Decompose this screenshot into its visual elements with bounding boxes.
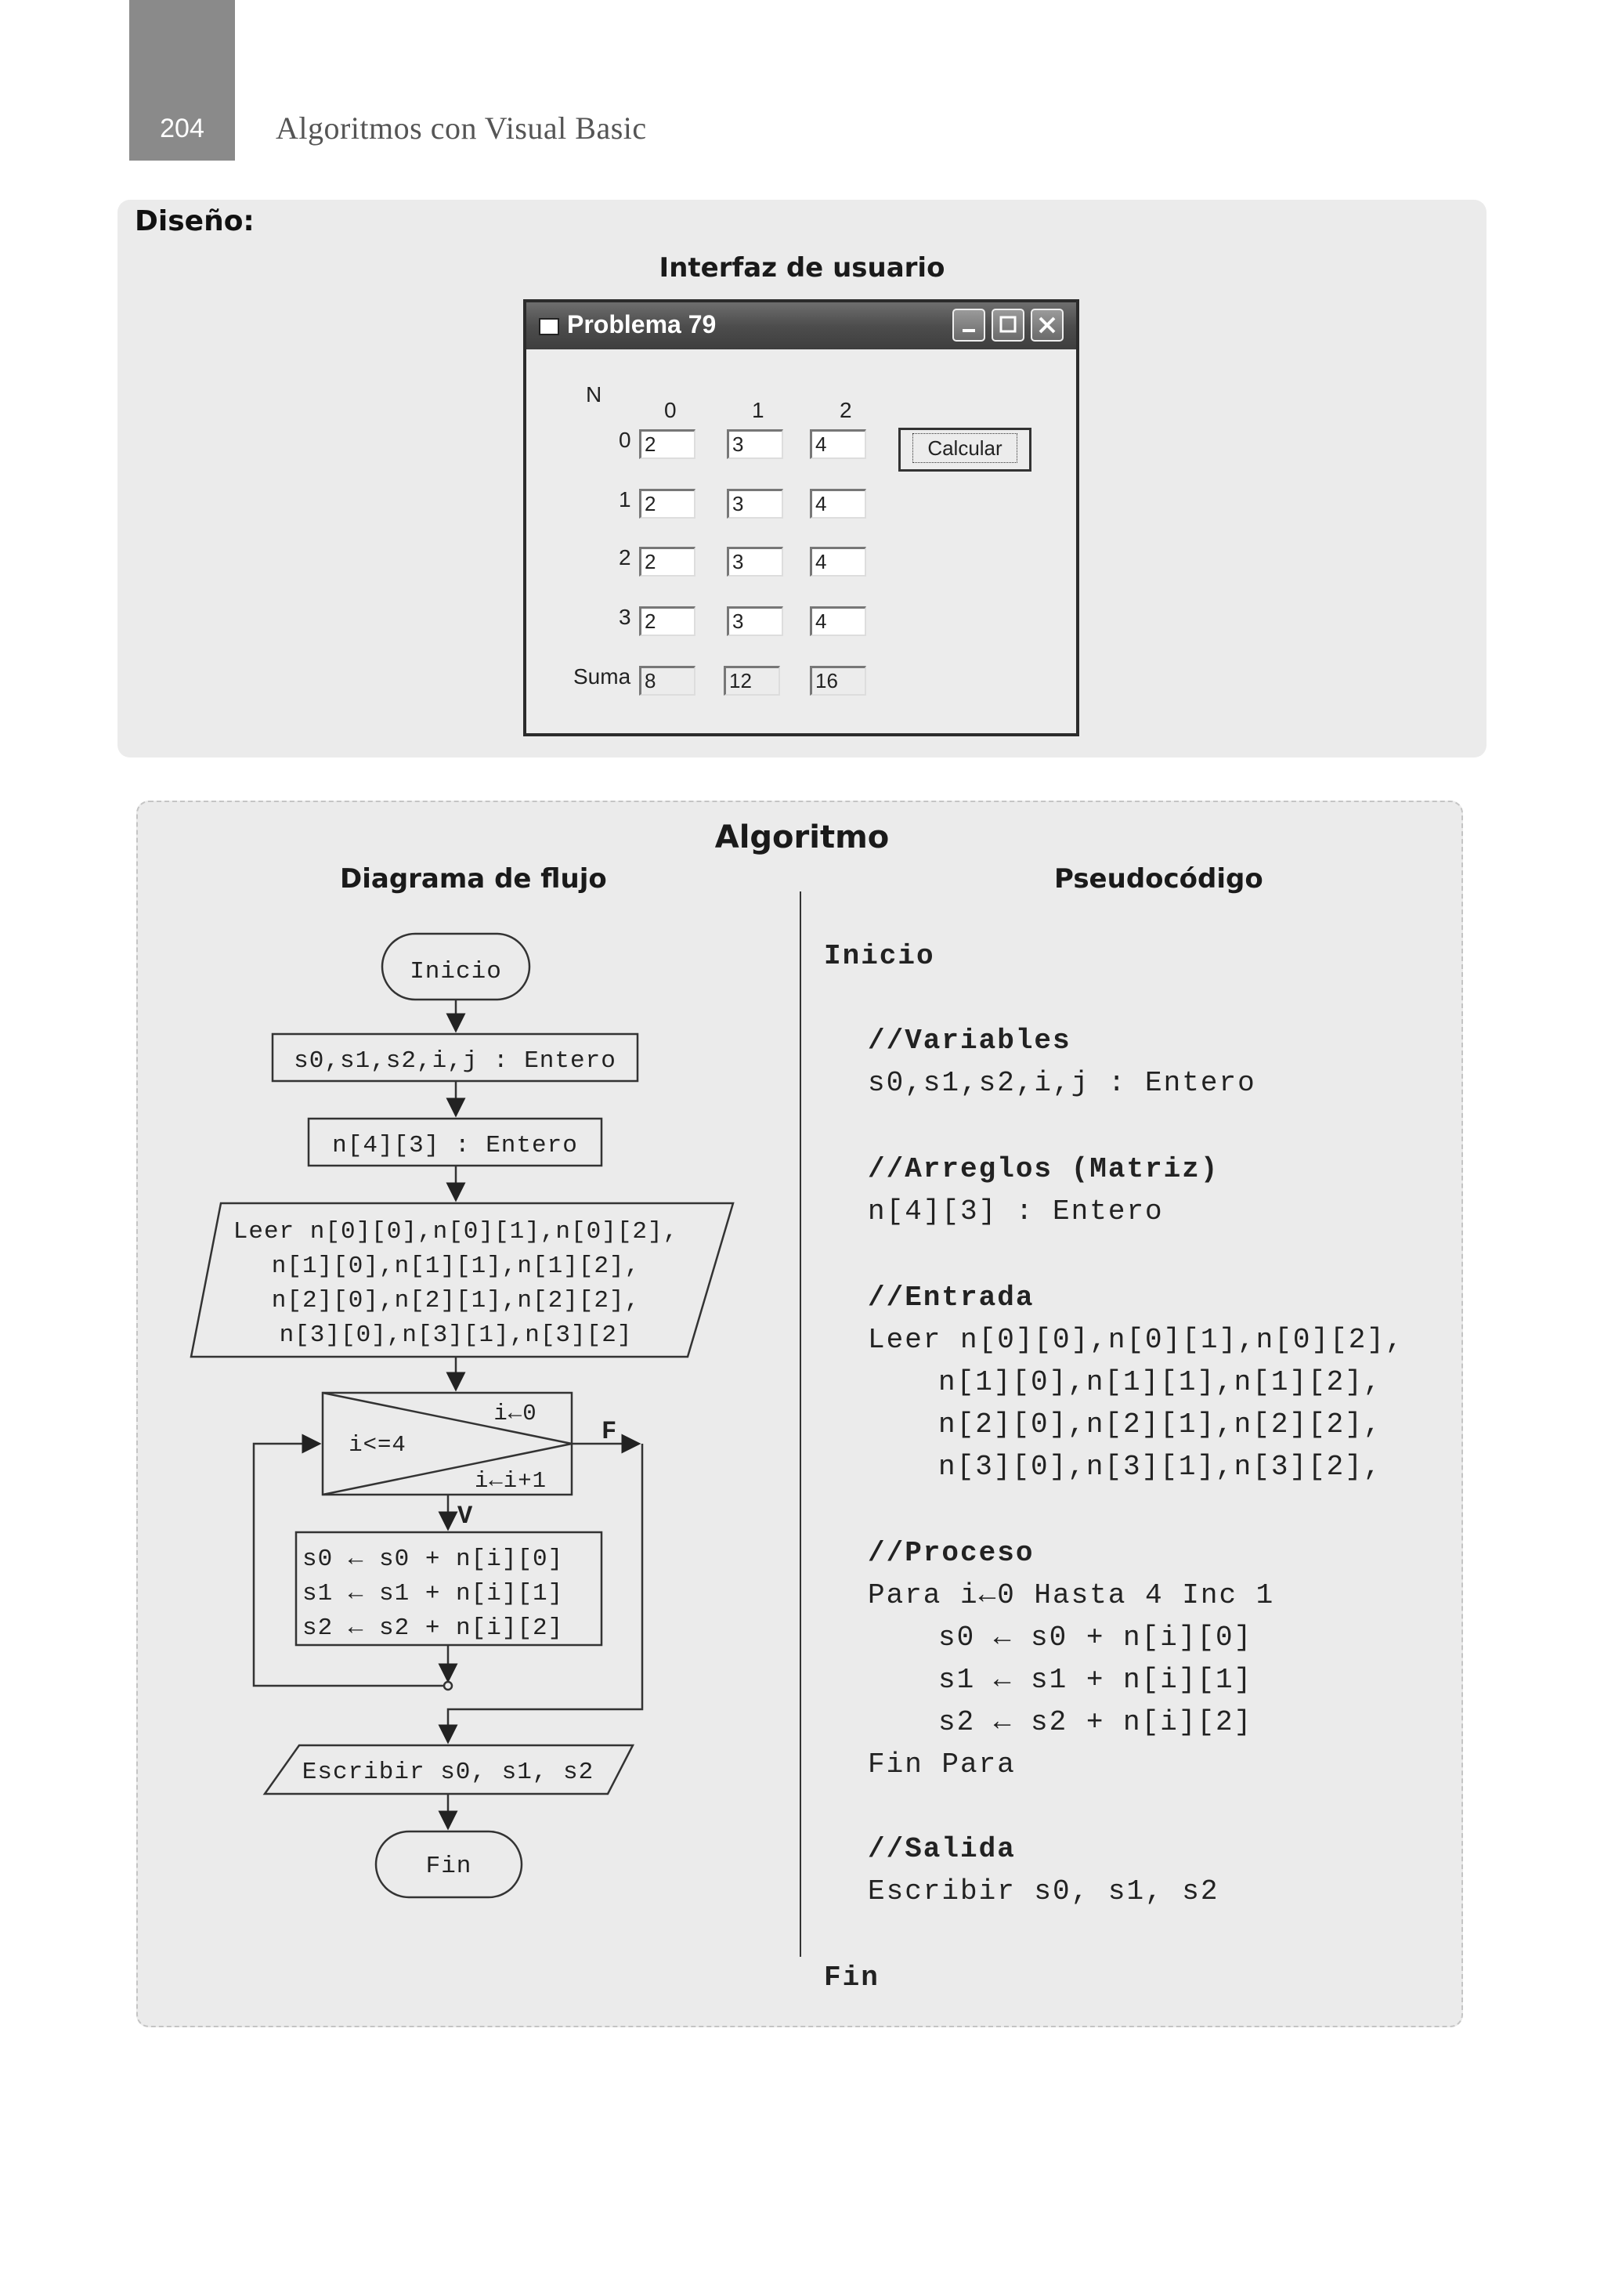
sum-cell-0: 8	[639, 666, 695, 696]
maximize-icon[interactable]	[992, 309, 1024, 342]
pseudo-input-line-1: Leer n[0][0],n[0][1],n[0][2],	[868, 1324, 1404, 1356]
row-label-0: 0	[619, 428, 631, 452]
flow-read-line-4: n[3][0],n[3][1],n[3][2]	[279, 1322, 633, 1349]
flow-decl-array-text: n[4][3] : Entero	[332, 1132, 578, 1159]
flow-loop-inc: i←i+1	[474, 1468, 547, 1494]
window-title: Problema 79	[567, 310, 717, 338]
matrix-cell-0-0[interactable]: 2	[639, 429, 695, 459]
pseudo-end: Fin	[824, 1962, 880, 1994]
pseudo-for-line: Para i←0 Hasta 4 Inc 1	[868, 1579, 1275, 1611]
row-label-2: 2	[619, 545, 631, 569]
flow-start-text: Inicio	[410, 958, 502, 985]
matrix-cell-2-0[interactable]: 2	[639, 547, 695, 577]
flow-decl-vars-text: s0,s1,s2,i,j : Entero	[294, 1047, 616, 1075]
matrix-cell-0-2[interactable]: 4	[810, 429, 866, 459]
minimize-icon[interactable]	[952, 309, 985, 342]
flowchart-title: Diagrama de flujo	[340, 863, 607, 895]
row-label-1: 1	[619, 487, 631, 512]
flow-process-line-2: s1 ← s1 + n[i][1]	[302, 1580, 564, 1607]
pseudo-comment-arrays: //Arreglos (Matriz)	[868, 1153, 1219, 1185]
matrix-cell-1-0[interactable]: 2	[639, 489, 695, 519]
pseudo-comment-process: //Proceso	[868, 1537, 1035, 1569]
flow-false-label: F	[602, 1417, 618, 1446]
sum-cell-2: 16	[810, 666, 866, 696]
close-icon[interactable]	[1031, 309, 1064, 342]
running-title: Algoritmos con Visual Basic	[276, 110, 647, 146]
col-header-1: 1	[752, 398, 764, 422]
pseudo-vars: s0,s1,s2,i,j : Entero	[868, 1067, 1256, 1099]
design-heading: Diseño:	[135, 205, 255, 237]
page-number: 204	[160, 114, 204, 143]
matrix-cell-3-0[interactable]: 2	[639, 606, 695, 636]
pseudo-body-line-3: s2 ← s2 + n[i][2]	[938, 1706, 1253, 1738]
n-label: N	[586, 382, 602, 407]
matrix-cell-2-2[interactable]: 4	[810, 547, 866, 577]
pseudo-arrays: n[4][3] : Entero	[868, 1195, 1164, 1228]
pseudo-output: Escribir s0, s1, s2	[868, 1875, 1219, 1907]
flow-loop-init: i←0	[493, 1401, 537, 1426]
flow-read-line-3: n[2][0],n[2][1],n[2][2],	[271, 1287, 641, 1314]
sum-cell-1: 12	[724, 666, 780, 696]
col-header-2: 2	[840, 398, 852, 422]
algorithm-title: Algoritmo	[714, 819, 890, 855]
pseudo-comment-vars: //Variables	[868, 1025, 1071, 1057]
flow-loop-cond: i<=4	[349, 1432, 406, 1458]
pseudo-body-line-1: s0 ← s0 + n[i][0]	[938, 1622, 1253, 1654]
flow-read-line-2: n[1][0],n[1][1],n[1][2],	[271, 1253, 641, 1280]
calcular-button[interactable]	[898, 428, 1031, 472]
flow-read-line-1: Leer n[0][0],n[0][1],n[0][2],	[233, 1218, 679, 1246]
matrix-cell-1-1[interactable]: 3	[727, 489, 783, 519]
matrix-cell-1-2[interactable]: 4	[810, 489, 866, 519]
flow-process-line-3: s2 ← s2 + n[i][2]	[302, 1614, 564, 1642]
pseudo-comment-input: //Entrada	[868, 1282, 1035, 1314]
flow-process-line-1: s0 ← s0 + n[i][0]	[302, 1546, 564, 1573]
flow-end-text: Fin	[425, 1853, 472, 1880]
flow-write-text: Escribir s0, s1, s2	[302, 1759, 594, 1786]
matrix-cell-3-2[interactable]: 4	[810, 606, 866, 636]
pseudo-body-line-2: s1 ← s1 + n[i][1]	[938, 1664, 1253, 1696]
pseudo-input-line-3: n[2][0],n[2][1],n[2][2],	[938, 1408, 1382, 1441]
calcular-button-label: Calcular	[912, 433, 1017, 463]
pseudo-input-line-4: n[3][0],n[3][1],n[3][2],	[938, 1451, 1382, 1483]
matrix-cell-0-1[interactable]: 3	[727, 429, 783, 459]
flow-true-label: V	[457, 1502, 474, 1531]
col-header-0: 0	[664, 398, 677, 422]
row-label-3: 3	[619, 605, 631, 629]
matrix-cell-2-1[interactable]: 3	[727, 547, 783, 577]
pseudo-start: Inicio	[824, 940, 935, 972]
ui-title: Interfaz de usuario	[659, 252, 945, 284]
pseudocode-title: Pseudocódigo	[1054, 863, 1263, 895]
sum-label: Suma	[573, 664, 631, 689]
pseudo-end-for: Fin Para	[868, 1748, 1016, 1781]
matrix-cell-3-1[interactable]: 3	[727, 606, 783, 636]
pseudo-comment-output: //Salida	[868, 1833, 1016, 1865]
pseudo-input-line-2: n[1][0],n[1][1],n[1][2],	[938, 1366, 1382, 1398]
